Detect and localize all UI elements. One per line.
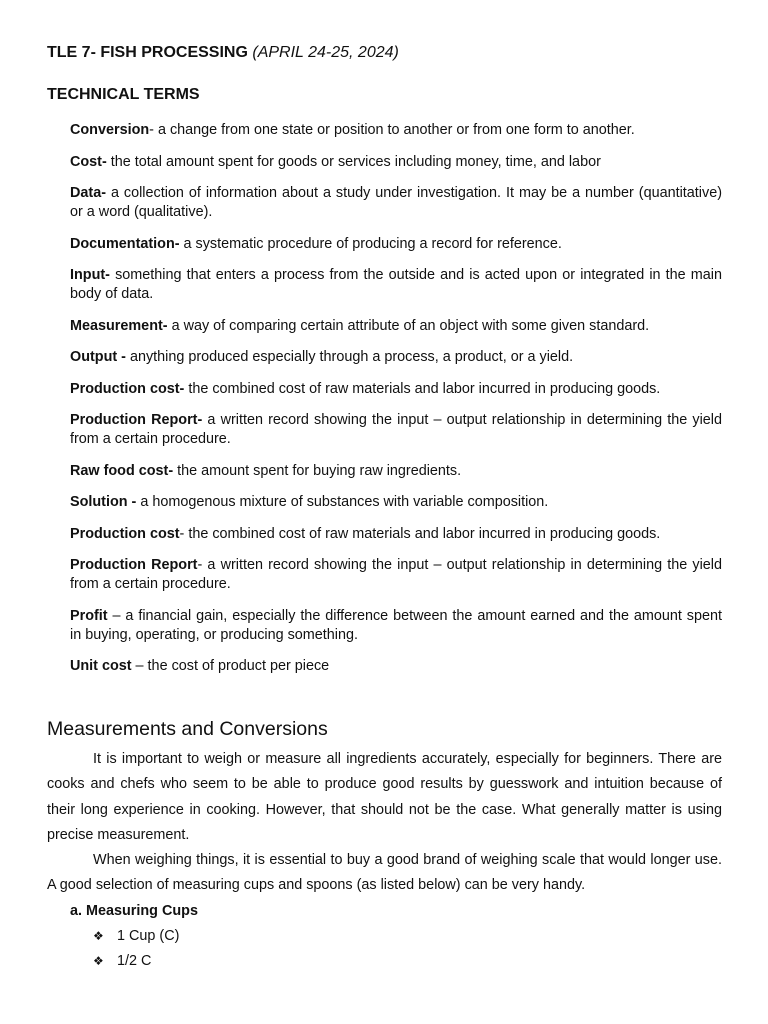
term-definition: anything produced especially through a process, a product, or a yield. [125, 349, 574, 365]
term-measurement [70, 317, 722, 336]
measuring-cups-title: a. Measuring Cups [70, 902, 198, 919]
list-item [93, 924, 722, 950]
measuring-cups-list [47, 924, 722, 975]
term-conversion [70, 121, 722, 140]
document-title [47, 42, 722, 64]
term-word: Production cost- [70, 380, 185, 397]
term-word: Cost- [70, 153, 107, 170]
term-documentation [70, 235, 722, 254]
list-item-text: 1/2 C [117, 953, 152, 970]
diamond-bullet-icon: ❖ [93, 954, 104, 969]
title-date: (APRIL 24-25, 2024) [252, 44, 399, 61]
term-definition: the amount spent for buying raw ingredients. [173, 462, 462, 479]
title-text: TLE 7- FISH PROCESSING [47, 44, 248, 61]
term-cost [70, 153, 722, 172]
technical-terms-heading: TECHNICAL TERMS [47, 86, 200, 103]
term-word: Measurement- [70, 317, 168, 334]
term-definition: a way of comparing certain attribute of an object with some given standard. [167, 317, 650, 334]
term-input [70, 266, 722, 304]
technical-terms-list [70, 121, 722, 676]
list-item [93, 949, 722, 975]
term-production-cost-2 [70, 525, 722, 544]
term-output [70, 348, 722, 367]
document-page [47, 42, 722, 975]
measurements-paragraph-2: When weighing things, it is essential to buy a good brand of weighing scale that would longer use. A good selection of measuring cups and spoons (as listed below) can be very handy. [47, 852, 722, 894]
term-word: Profit [70, 607, 108, 624]
term-data [70, 184, 722, 222]
term-word: Data- [70, 185, 106, 201]
measurements-heading: Measurements and Conversions [47, 718, 328, 740]
list-item-text: 1 Cup (C) [117, 927, 180, 944]
term-definition: a systematic procedure of producing a record for reference. [179, 235, 562, 252]
term-raw-food-cost [70, 462, 722, 481]
term-definition: a written record showing the input – output relationship in determining the yield from a certain procedure. [70, 412, 722, 447]
term-word: Documentation- [70, 235, 180, 252]
term-profit [70, 607, 722, 645]
term-unit-cost [70, 657, 722, 676]
term-definition: – a financial gain, especially the difference between the amount earned and the amount spent in buying, operating, or producing something. [70, 607, 722, 643]
term-definition: a homogenous mixture of substances with variable composition. [136, 494, 549, 510]
term-word: Input- [70, 267, 110, 283]
term-word: Production Report [70, 557, 198, 573]
term-word: Raw food cost- [70, 462, 174, 479]
term-word: Output - [70, 349, 126, 365]
term-definition: something that enters a process from the outside and is acted upon or integrated in the main body of data. [70, 267, 722, 302]
term-definition: - a change from one state or position to another or from one form to another. [149, 122, 635, 138]
diamond-bullet-icon: ❖ [93, 928, 104, 943]
term-production-cost [70, 380, 722, 399]
term-word: Unit cost [70, 658, 132, 674]
term-definition: the combined cost of raw materials and labor incurred in producing goods. [184, 380, 661, 397]
term-word: Production cost [70, 525, 180, 542]
term-production-report-2 [70, 556, 722, 594]
term-word: Solution - [70, 494, 137, 510]
term-solution [70, 493, 722, 512]
term-definition: a collection of information about a study under investigation. It may be a number (quantitative) or a word (qualitative). [70, 185, 722, 220]
term-word: Production Report- [70, 412, 203, 428]
term-definition: – the cost of product per piece [131, 658, 330, 674]
term-definition: - the combined cost of raw materials and labor incurred in producing goods. [179, 525, 661, 542]
term-definition: the total amount spent for goods or services including money, time, and labor [106, 153, 601, 170]
term-production-report [70, 411, 722, 449]
term-definition: - a written record showing the input – output relationship in determining the yield from a certain procedure. [70, 557, 723, 592]
term-word: Conversion [70, 122, 150, 138]
measurements-paragraph-1: It is important to weigh or measure all ingredients accurately, especially for beginners. There are cooks and chefs who seem to be able to produce good results by guesswork and intuition because of their long experience in cooking. However, that should not be the case. What generally matter is using precise measurement. [47, 751, 722, 843]
